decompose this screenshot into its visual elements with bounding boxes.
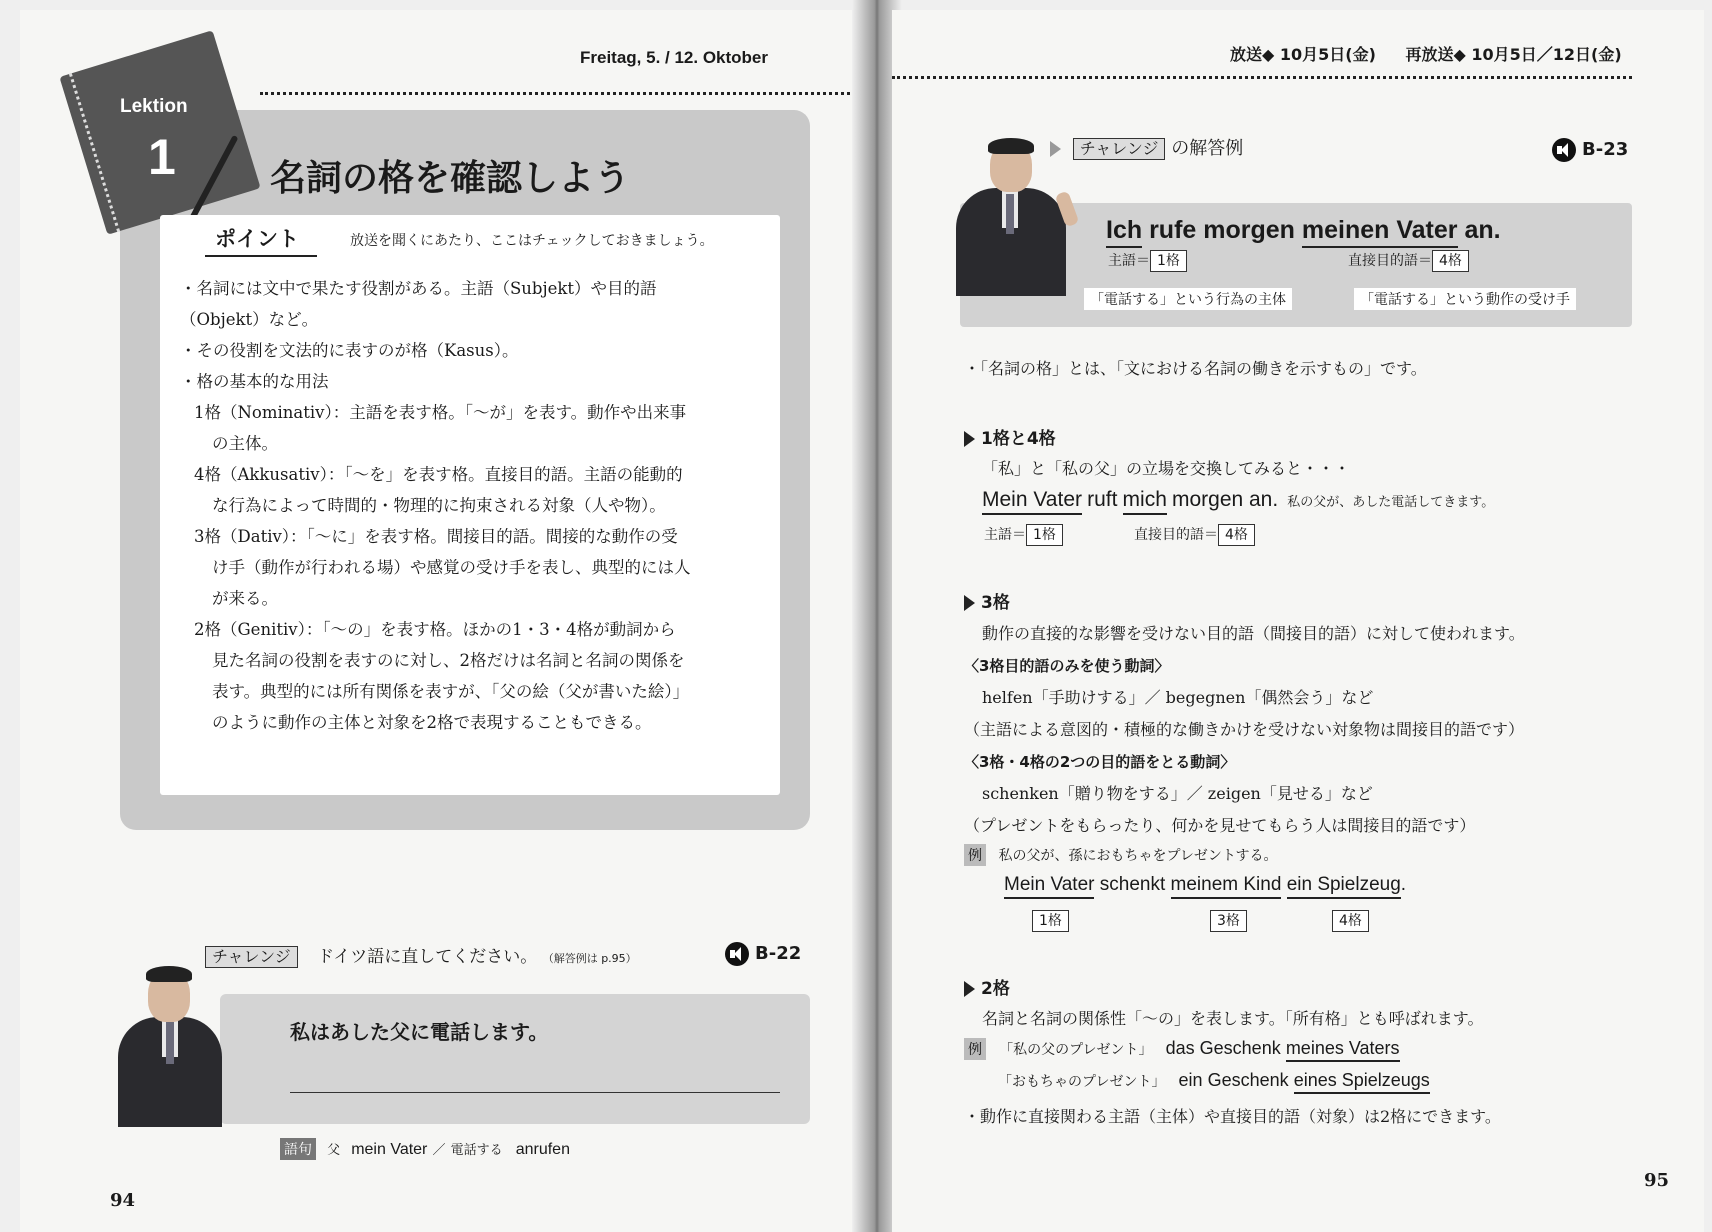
sentence-verb: rufe morgen: [1149, 216, 1295, 244]
presenter-hair: [146, 966, 192, 982]
triangle-icon: [964, 595, 975, 611]
example-de: ein Geschenk: [1178, 1070, 1289, 1090]
example-tag: 例: [964, 1038, 986, 1060]
annotation-label: 直接目的語＝: [1348, 253, 1432, 269]
audio-track: B-22: [755, 943, 802, 964]
dative-line: （プレゼントをもらったり、何かを見せてもらう人は間接目的語です）: [964, 816, 1476, 835]
dative-example-de: [1004, 874, 1406, 896]
de-verb: ruft: [1087, 488, 1118, 511]
case-box: 3格: [1210, 910, 1247, 932]
annotation-label: 主語＝: [1108, 253, 1150, 269]
case-list: [194, 397, 691, 738]
rebroadcast-date: 再放送◆ 10月5日／12日(金): [1405, 45, 1622, 64]
case-box: 1格: [1150, 250, 1187, 272]
heading-text: 2格: [981, 979, 1010, 999]
sentence-subject: Ich: [1106, 216, 1142, 248]
challenge-box: [220, 994, 810, 1124]
case-line: 3格（Dativ）：「～に」を表す格。間接目的語。間接的な動作の受: [194, 527, 678, 546]
example-tag: 例: [964, 844, 986, 866]
example-ja: 「おもちゃのプレゼント」: [998, 1074, 1166, 1090]
page-header-left: Freitag, 5. / 12. Oktober: [580, 48, 769, 67]
speaker-icon: [725, 942, 749, 966]
example-de: das Geschenk: [1165, 1038, 1281, 1058]
intro-line: ・「名詞の格」とは、「文における名詞の働きを示すもの」です。: [964, 359, 1427, 378]
case-line: 表す。典型的には所有関係を表すが、「父の絵（父が書いた絵）」: [212, 682, 690, 701]
dative-line: helfen「手助けする」／ begegnen「偶然会う」など: [982, 688, 1374, 707]
page-number-left: 94: [110, 1190, 136, 1211]
annotation-label: 直接目的語＝: [1134, 527, 1218, 543]
notebook-spiral: [59, 73, 120, 235]
case-line: のように動作の主体と対象を2格で表現することもできる。: [212, 713, 652, 732]
vocab-line: [280, 1138, 570, 1160]
bullet-line: ・名詞には文中で果たす役割がある。主語（Subjekt）や目的語: [180, 279, 657, 298]
de-period: .: [1400, 874, 1407, 895]
vocab-separator: ／: [432, 1143, 446, 1158]
audio-track: B-23: [1582, 139, 1629, 160]
example-de-genitive: eines Spielzeugs: [1294, 1070, 1430, 1094]
point-box: [160, 215, 780, 795]
broadcast-date: 放送◆ 10月5日(金): [1230, 45, 1376, 64]
de-subject: Mein Vater: [982, 488, 1082, 515]
vocab-de: anrufen: [515, 1141, 570, 1158]
challenge-tag: チャレンジ: [205, 946, 298, 968]
vocab-de: mein Vater: [351, 1141, 428, 1158]
header-divider-left: [260, 92, 880, 95]
dative-subheading: 〈3格・4格の2つの目的語をとる動詞〉: [964, 753, 1236, 771]
dative-line: （主語による意図的・積極的な働きかけを受けない対象物は間接目的語です）: [964, 720, 1525, 739]
case-line: 見た名詞の役割を表すのに対し、2格だけは名詞と名詞の関係を: [212, 651, 685, 670]
presenter-tie: [1006, 194, 1014, 234]
swap-subject-annotation: [984, 524, 1063, 546]
vocab-ja: 父: [327, 1143, 341, 1158]
page-right: [892, 10, 1704, 1232]
presenter-left: [110, 962, 230, 1127]
vocab-tag: 語句: [280, 1138, 316, 1160]
heading-text: 1格と4格: [981, 429, 1056, 449]
example-ja: 「私の父のプレゼント」: [999, 1042, 1153, 1058]
sentence-particle: an.: [1464, 216, 1501, 244]
answer-sentence: [1106, 216, 1501, 245]
challenge-header: [205, 942, 637, 968]
bullet-list: [180, 273, 657, 397]
lesson-title: 名詞の格を確認しよう: [270, 158, 631, 199]
presenter-tie: [166, 1022, 174, 1064]
de-object: mich: [1123, 488, 1167, 515]
case-line: 2格（Genitiv）：「～の」を表す格。ほかの1・3・4格が動詞から: [194, 620, 676, 639]
case-box: 1格: [1032, 910, 1069, 932]
point-label: ポイント: [205, 223, 317, 257]
page-number-right: 95: [1644, 1170, 1670, 1191]
example-de-genitive: meines Vaters: [1286, 1038, 1400, 1062]
lesson-number: 1: [148, 129, 176, 185]
de-verb: schenkt: [1099, 874, 1166, 895]
note-subject: 「電話する」という行為の主体: [1084, 288, 1292, 310]
section-heading-14: [964, 424, 1056, 449]
point-intro: 放送を聞くにあたり、ここはチェックしておきましょう。: [350, 233, 714, 249]
de-dative: meinem Kind: [1171, 874, 1282, 899]
dative-lines: [964, 618, 1525, 842]
de-subject: Mein Vater: [1004, 874, 1094, 899]
bullet-line: （Objekt）など。: [180, 310, 319, 329]
note-object: 「電話する」という動作の受け手: [1354, 288, 1576, 310]
genitive-example-2: [998, 1070, 1430, 1091]
sentence-object: meinen Vater: [1302, 216, 1458, 248]
case-box: 4格: [1218, 524, 1255, 546]
heading-text: 3格: [981, 593, 1010, 613]
dative-line: 動作の直接的な影響を受けない目的語（間接目的語）に対して使われます。: [982, 624, 1525, 643]
swap-sentence: [982, 488, 1494, 512]
challenge-sentence: 私はあした父に電話します。: [290, 1020, 549, 1044]
case-box: 4格: [1332, 910, 1369, 932]
header-divider-right: [892, 76, 1632, 79]
answer-audio: [1552, 138, 1628, 162]
page-header-right: [1230, 42, 1622, 65]
triangle-icon: [964, 431, 975, 447]
swap-object-annotation: [1134, 524, 1255, 546]
presenter-right: [952, 136, 1082, 296]
genitive-note: ・動作に直接関わる主語（主体）や直接目的語（対象）は2格にできます。: [964, 1107, 1501, 1126]
ja-translation: 私の父が、あした電話してきます。: [1287, 495, 1495, 510]
answer-line[interactable]: [290, 1092, 780, 1093]
bullet-line: ・その役割を文法的に表すのが格（Kasus）。: [180, 341, 519, 360]
de-rest: morgen an.: [1171, 488, 1279, 511]
swap-line: 「私」と「私の父」の立場を交換してみると・・・: [982, 459, 1351, 478]
answer-tag: チャレンジ: [1073, 138, 1166, 160]
answer-title: の解答例: [1171, 138, 1244, 159]
example-ja: 私の父が、孫におもちゃをプレゼントする。: [998, 848, 1278, 864]
case-line: が来る。: [212, 589, 278, 608]
case-line: 1格（Nominativ）：主語を表す格。「～が」を表す。動作や出来事: [194, 403, 687, 422]
triangle-icon: [964, 981, 975, 997]
dative-subheading: 〈3格目的語のみを使う動詞〉: [964, 657, 1170, 675]
genitive-example-1: [964, 1038, 1400, 1060]
case-box: 1格: [1026, 524, 1063, 546]
lesson-label: Lektion: [120, 96, 188, 117]
bullet-line: ・格の基本的な用法: [180, 372, 329, 391]
case-line: け手（動作が行われる場）や感覚の受け手を表し、典型的には人: [212, 558, 691, 577]
case-line: の主体。: [212, 434, 278, 453]
speaker-icon: [1552, 138, 1576, 162]
object-annotation: [1348, 250, 1469, 272]
section-heading-2: [964, 974, 1010, 999]
challenge-audio: [725, 942, 801, 966]
section-heading-3: [964, 588, 1010, 613]
case-box: 4格: [1432, 250, 1469, 272]
challenge-instruction: ドイツ語に直してください。: [317, 947, 538, 967]
genitive-line: 名詞と名詞の関係性「～の」を表します。「所有格」とも呼ばれます。: [982, 1009, 1484, 1028]
page-left: [20, 10, 882, 1232]
challenge-note: （解答例は p.95）: [542, 952, 637, 965]
case-line: 4格（Akkusativ）：「～を」を表す格。直接目的語。主語の能動的: [194, 465, 683, 484]
de-accusative: ein Spielzeug: [1287, 874, 1401, 899]
dative-example: [964, 844, 1277, 866]
vocab-ja: 電話する: [450, 1143, 503, 1158]
annotation-label: 主語＝: [984, 527, 1026, 543]
case-line: な行為によって時間的・物理的に拘束される対象（人や物）。: [212, 496, 666, 515]
dative-line: schenken「贈り物をする」／ zeigen「見せる」など: [982, 784, 1373, 803]
presenter-hair: [988, 138, 1034, 154]
subject-annotation: [1108, 250, 1187, 272]
